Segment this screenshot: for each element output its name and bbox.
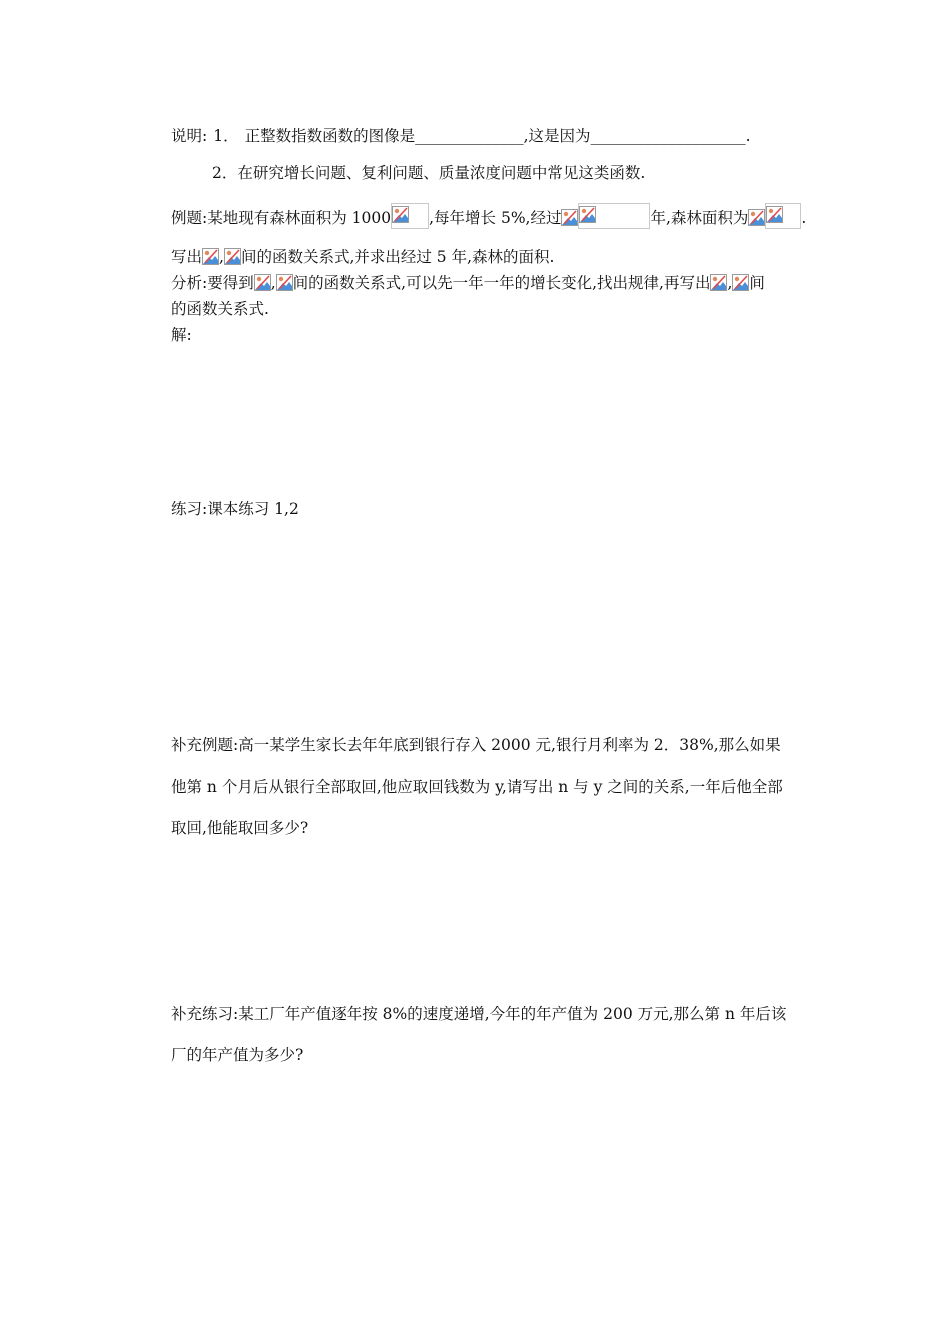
broken-image-icon [579, 206, 596, 223]
broken-image-icon [392, 206, 409, 223]
broken-image-icon [224, 248, 241, 265]
example-line-2 [171, 247, 554, 267]
image-frame [765, 203, 801, 229]
broken-image-icon [710, 274, 727, 291]
analysis-sep: , [270, 274, 276, 292]
note-item-1-end: . [745, 127, 751, 145]
note-line-2: 2．在研究增长问题、复利问题、质量浓度问题中常见这类函数. [212, 164, 646, 182]
broken-image-icon [748, 209, 765, 226]
supp-example-line-3: 取回,他能取回多少? [171, 819, 309, 837]
broken-image-icon [561, 209, 578, 226]
broken-image-icon [276, 274, 293, 291]
note-line-1 [171, 126, 751, 146]
example-text-2: ,每年增长 5%,经过 [429, 209, 562, 227]
example-line-2-text-b: 间的函数关系式,并求出经过 5 年,森林的面积. [240, 248, 555, 266]
answer-blank-1[interactable]: ______________ [415, 127, 524, 145]
practice-line: 练习:课本练习 1,2 [171, 500, 299, 518]
example-text-4: . [801, 209, 807, 227]
note-item-1-text: 正整数指数函数的图像是 [244, 127, 416, 145]
supp-practice-line-1: 补充练习:某工厂年产值逐年按 8%的速度递增,今年的年产值为 200 万元,那么第 n 年后该 [171, 1005, 787, 1023]
broken-image-icon [766, 206, 783, 223]
analysis-text-a: 分析:要得到 [171, 274, 254, 292]
analysis-sep-2: , [727, 274, 733, 292]
supp-example-line-1: 补充例题:高一某学生家长去年年底到银行存入 2000 元,银行月利率为 2．38%,那么如果 [171, 736, 781, 754]
analysis-text-c: 间 [749, 274, 765, 292]
note-item-1-reason: ,这是因为 [523, 127, 591, 145]
example-line-1 [171, 203, 806, 229]
image-frame [391, 203, 429, 229]
broken-image-icon [732, 274, 749, 291]
example-text-1: 例题:某地现有森林面积为 1000 [171, 209, 392, 227]
supp-example-line-2: 他第 n 个月后从银行全部取回,他应取回钱数为 y,请写出 n 与 y 之间的关系,一年后他全部 [171, 778, 783, 796]
broken-image-icon [202, 248, 219, 265]
example-line-2-sep: , [219, 248, 224, 266]
note-item-1-number: 1． [213, 127, 239, 145]
broken-image-icon [254, 274, 271, 291]
note-label: 说明: [171, 127, 208, 145]
example-line-2-text-a: 写出 [171, 248, 203, 266]
image-frame [578, 203, 650, 229]
example-text-3: 年,森林面积为 [650, 209, 749, 227]
solution-label: 解: [171, 326, 192, 344]
analysis-line-1 [171, 273, 765, 293]
supp-practice-line-2: 厂的年产值为多少? [171, 1046, 304, 1064]
analysis-line-2: 的函数关系式. [171, 300, 269, 318]
analysis-text-b: 间的函数关系式,可以先一年一年的增长变化,找出规律,再写出 [292, 274, 711, 292]
answer-blank-2[interactable]: ____________________ [590, 127, 746, 145]
